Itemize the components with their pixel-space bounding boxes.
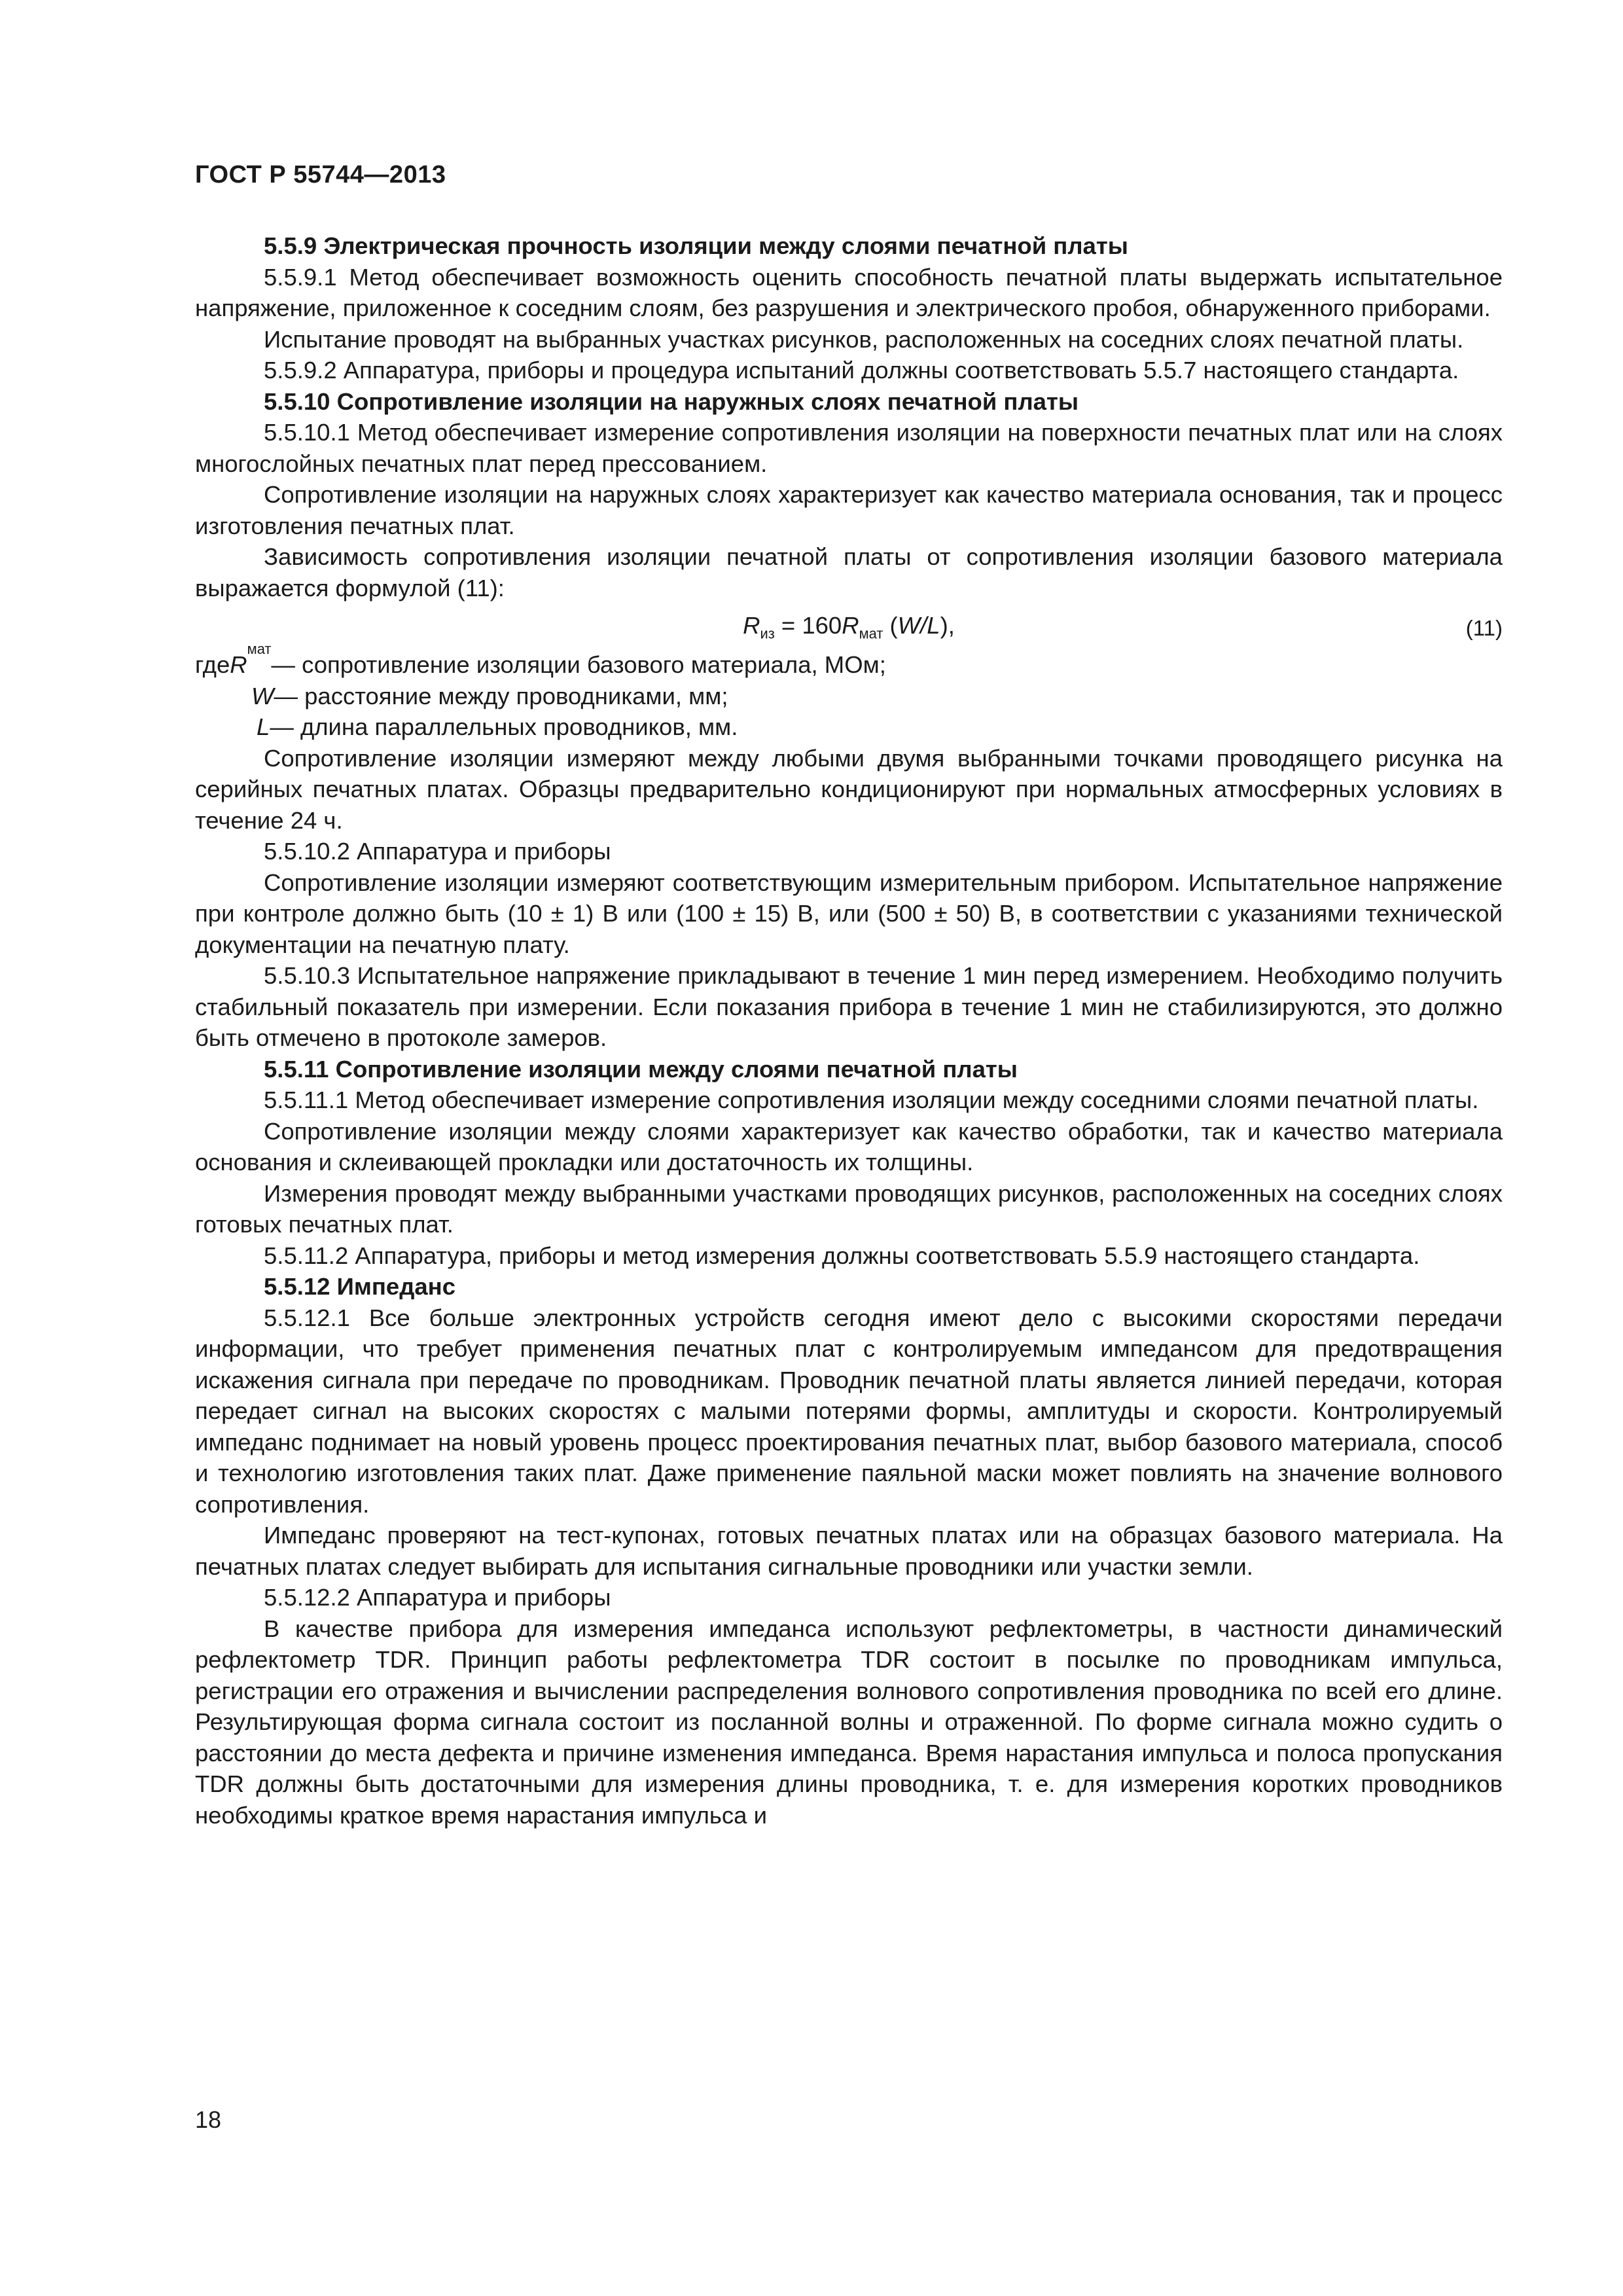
paragraph-5-5-12-2-text: В качестве прибора для измерения импеданса используют рефлектометры, в частности динамический рефлектометр TDR. Принцип работы рефлектометра TDR состоит в посылке по проводникам импульса, регистрации его отражения и вычислении распределения волнового сопротивления проводника по всей его длине. Результирующая форма сигнала состоит из посланной волны и отраженной. По форме сигнала можно судить о расстоянии до места дефекта и причине изменения импеданса. Время нарастания импульса и полоса пропускания TDR должны быть достаточными для измерения длины проводника, т. е. для измерения коротких проводников необходимы краткое время нарастания импульса и xyxy=(195,1615,1503,1829)
paragraph-5-5-9-2: 5.5.9.2 Аппаратура, приборы и процедура испытаний должны соответствовать 5.5.7 настоящего стандарта. xyxy=(264,357,1459,384)
paragraph-5-5-10-1: 5.5.10.1 Метод обеспечивает измерение сопротивления изоляции на поверхности печатных плат или на слоях многослойных печатных плат перед прессованием. xyxy=(195,419,1503,477)
definition-w-var: W xyxy=(251,682,274,709)
definition-rmat-var: R xyxy=(230,651,247,678)
definition-l-text: — длина параллельных проводников, мм. xyxy=(270,713,738,740)
paragraph-5-5-10-characteristics: Сопротивление изоляции на наружных слоях характеризует как качество материала основания, так и процесс изготовления печатных плат. xyxy=(195,481,1503,539)
page-number: 18 xyxy=(195,2106,222,2133)
paragraph-5-5-10-3: 5.5.10.3 Испытательное напряжение прикладывают в течение 1 мин перед измерением. Необходимо получить стабильный показатель при измерении. Если показания прибора в течение 1 мин не стабилизируются, это должно быть отмечено в протоколе замеров. xyxy=(195,962,1503,1051)
formula-equals: = 160 xyxy=(774,612,842,639)
formula-paren-close: ), xyxy=(940,612,955,639)
paragraph-5-5-11-2: 5.5.11.2 Аппаратура, приборы и метод измерения должны соответствовать 5.5.9 настоящего стандарта. xyxy=(264,1242,1420,1269)
definition-rmat-text: — сопротивление изоляции базового материала, МОм; xyxy=(271,651,886,678)
paragraph-5-5-10-2-text: Сопротивление изоляции измеряют соответствующим измерительным прибором. Испытательное напряжение при контроле должно быть (10 ± 1) В или (100 ± 15) В, или (500 ± 50) В, в соответствии с указаниями технической документации на печатную плату. xyxy=(195,869,1503,958)
paragraph-5-5-9-1: 5.5.9.1 Метод обеспечивает возможность оценить способность печатной платы выдержать испытательное напряжение, приложенное к соседним слоям, без разрушения и электрического пробоя, обнаруженного приборами. xyxy=(195,263,1503,321)
paragraph-5-5-12-1: 5.5.12.1 Все больше электронных устройств сегодня имеют дело с высокими скоростями передачи информации, что требует применения печатных плат с контролируемым импедансом для предотвращения искажения сигнала при передаче по проводникам. Проводник печатной платы является линией передачи, которая передает сигнал на высоких скоростях с малыми потерями формы, амплитуды и скорости. Контролируемый импеданс поднимает на новый уровень процесс проектирования печатных плат, выбор базового материала, способ и технологию изготовления таких плат. Даже применение паяльной маски может повлиять на значение волнового сопротивления. xyxy=(195,1304,1503,1518)
definition-where: где xyxy=(195,651,230,678)
definition-l-var: L xyxy=(257,713,270,740)
formula-w-var: W xyxy=(897,612,921,639)
formula-rmat-sub: мат xyxy=(859,625,883,642)
paragraph-5-5-9-test: Испытание проводят на выбранных участках рисунков, расположенных на соседних слоях печатной платы. xyxy=(264,325,1464,353)
definition-l xyxy=(195,711,1503,743)
formula-rmat-var: R xyxy=(842,612,859,639)
formula-paren-open: ( xyxy=(883,612,898,639)
formula-r-sub: из xyxy=(760,625,775,642)
formula-expression xyxy=(195,610,1503,641)
formula-slash: / xyxy=(920,612,927,639)
section-heading-5-5-11: 5.5.11 Сопротивление изоляции между слоями печатной платы xyxy=(264,1055,1018,1083)
definition-rmat xyxy=(195,641,1503,681)
document-body xyxy=(195,230,1503,1831)
paragraph-5-5-11-1: 5.5.11.1 Метод обеспечивает измерение сопротивления изоляции между соседними слоями печатной платы. xyxy=(264,1086,1479,1113)
section-heading-5-5-10: 5.5.10 Сопротивление изоляции на наружных слоях печатной платы xyxy=(264,387,1079,415)
paragraph-5-5-10-dependence: Зависимость сопротивления изоляции печатной платы от сопротивления изоляции базового материала выражается формулой (11): xyxy=(195,543,1503,601)
formula-r-var: R xyxy=(743,612,760,639)
paragraph-5-5-11-measure: Измерения проводят между выбранными участками проводящих рисунков, расположенных на соседних слоях готовых печатных плат. xyxy=(195,1179,1503,1238)
paragraph-5-5-11-characteristics: Сопротивление изоляции между слоями характеризует как качество обработки, так и качество материала основания и склеивающей прокладки или достаточность их толщины. xyxy=(195,1117,1503,1175)
paragraph-5-5-12-check: Импеданс проверяют на тест-купонах, готовых печатных платах или на образцах базового материала. На печатных платах следует выбирать для испытания сигнальные проводники или участки земли. xyxy=(195,1522,1503,1580)
definition-w xyxy=(195,681,1503,712)
section-heading-5-5-9: 5.5.9 Электрическая прочность изоляции между слоями печатной платы xyxy=(264,232,1128,259)
section-heading-5-5-12: 5.5.12 Импеданс xyxy=(264,1273,456,1300)
formula-number: (11) xyxy=(1465,616,1503,640)
paragraph-5-5-10-measure: Сопротивление изоляции измеряют между любыми двумя выбранными точками проводящего рисунка на серийных печатных платах. Образцы предварительно кондиционируют при нормальных атмосферных условиях в течение 24 ч. xyxy=(195,744,1503,834)
formula-l-var: L xyxy=(927,612,940,639)
formula-11 xyxy=(195,610,1503,644)
definition-rmat-sub: мат xyxy=(247,641,272,657)
paragraph-5-5-10-2: 5.5.10.2 Аппаратура и приборы xyxy=(264,838,611,865)
standard-designation: ГОСТ Р 55744—2013 xyxy=(195,161,446,188)
definition-w-text: — расстояние между проводниками, мм; xyxy=(274,682,728,709)
paragraph-5-5-12-2: 5.5.12.2 Аппаратура и приборы xyxy=(264,1584,611,1611)
formula-definitions xyxy=(195,641,1503,743)
